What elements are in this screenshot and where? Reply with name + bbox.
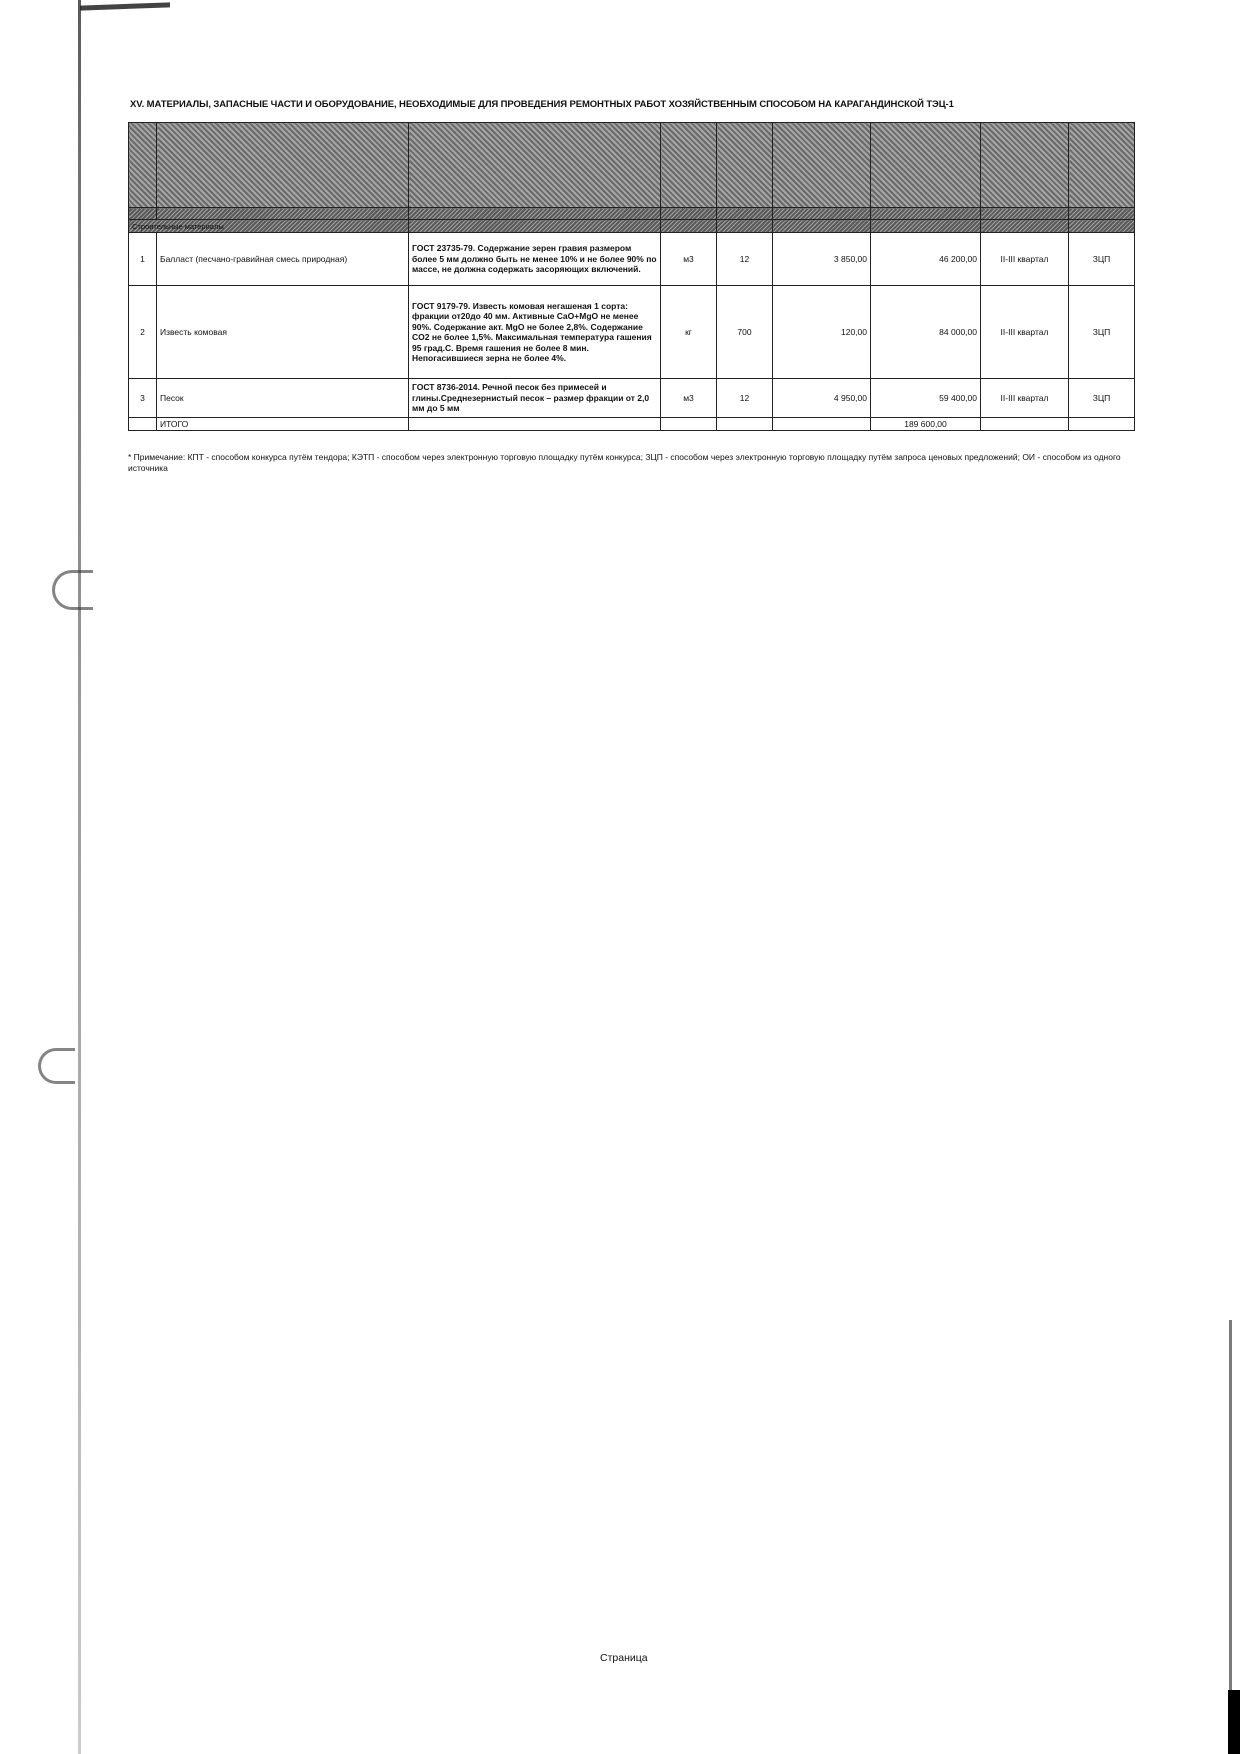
item-period: II-III квартал	[981, 233, 1069, 286]
header-cell	[661, 123, 717, 208]
table-row	[129, 286, 1135, 379]
total-sum: 189 600,00	[871, 418, 981, 431]
scan-corner-block	[1228, 1690, 1240, 1754]
materials-table	[128, 122, 1135, 431]
punch-hole-icon	[52, 570, 93, 610]
row-number: 3	[129, 379, 157, 418]
item-unit: м3	[661, 379, 717, 418]
table-row	[129, 233, 1135, 286]
item-spec: ГОСТ 9179-79. Известь комовая негашеная 1 сорта: фракции от20до 40 мм. Активные CaO+MgO не менее 90%. Содержание акт. MgO не более 2,8%. Содержание CO2 не более 1,5%. Максимальная температура гашения 95 град.С. Время гашения не более 8 мин. Непогасившиеся зерна не более 4%.	[409, 286, 661, 379]
header-cell	[717, 123, 773, 208]
scan-edge-left	[78, 0, 81, 1754]
page-footer: Страница	[600, 1652, 648, 1664]
item-method: ЗЦП	[1069, 286, 1135, 379]
item-method: ЗЦП	[1069, 379, 1135, 418]
footnote: * Примечание: КПТ - способом конкурса путём тендора; КЭТП - способом через электронную торговую площадку путём конкурса; ЗЦП - способом через электронную торговую площадку путём запроса ценовых предложений; ОИ - способом из одного источника	[128, 452, 1121, 473]
total-row	[129, 418, 1135, 431]
item-spec: ГОСТ 8736-2014. Речной песок без примесей и глины.Среднезернистый песок – размер фракции от 2,0 мм до 5 мм	[409, 379, 661, 418]
item-unit: кг	[661, 286, 717, 379]
item-sum: 59 400,00	[871, 379, 981, 418]
row-number: 2	[129, 286, 157, 379]
item-period: II-III квартал	[981, 379, 1069, 418]
scan-corner-mark	[80, 2, 170, 10]
document-title: XV. МАТЕРИАЛЫ, ЗАПАСНЫЕ ЧАСТИ И ОБОРУДОВАНИЕ, НЕОБХОДИМЫЕ ДЛЯ ПРОВЕДЕНИЯ РЕМОНТНЫХ РАБОТ ХОЗЯЙСТВЕННЫМ СПОСОБОМ НА КАРАГАНДИНСКОЙ ТЭЦ-1	[130, 99, 954, 110]
item-price: 4 950,00	[773, 379, 871, 418]
total-label: ИТОГО	[157, 418, 409, 431]
item-price: 120,00	[773, 286, 871, 379]
item-name: Песок	[157, 379, 409, 418]
header-cell	[409, 123, 661, 208]
punch-hole-icon	[38, 1048, 75, 1084]
item-qty: 12	[717, 233, 773, 286]
row-number: 1	[129, 233, 157, 286]
item-qty: 700	[717, 286, 773, 379]
table-row	[129, 379, 1135, 418]
header-cell	[871, 123, 981, 208]
item-sum: 46 200,00	[871, 233, 981, 286]
item-spec: ГОСТ 23735-79. Содержание зерен гравия размером более 5 мм должно быть не менее 10% и не более 90% по массе, не должна содержать засоряющих включений.	[409, 233, 661, 286]
column-number-row	[129, 208, 1135, 220]
header-cell	[1069, 123, 1135, 208]
table-header-row	[129, 123, 1135, 208]
item-unit: м3	[661, 233, 717, 286]
section-label: Строительные материалы	[129, 220, 409, 233]
item-name: Известь комовая	[157, 286, 409, 379]
header-cell	[981, 123, 1069, 208]
header-cell	[129, 123, 157, 208]
section-row	[129, 220, 1135, 233]
header-cell	[157, 123, 409, 208]
item-name: Балласт (песчано-гравийная смесь природная)	[157, 233, 409, 286]
scan-edge-right	[1229, 1320, 1232, 1740]
item-method: ЗЦП	[1069, 233, 1135, 286]
item-sum: 84 000,00	[871, 286, 981, 379]
header-cell	[773, 123, 871, 208]
item-price: 3 850,00	[773, 233, 871, 286]
item-qty: 12	[717, 379, 773, 418]
item-period: II-III квартал	[981, 286, 1069, 379]
